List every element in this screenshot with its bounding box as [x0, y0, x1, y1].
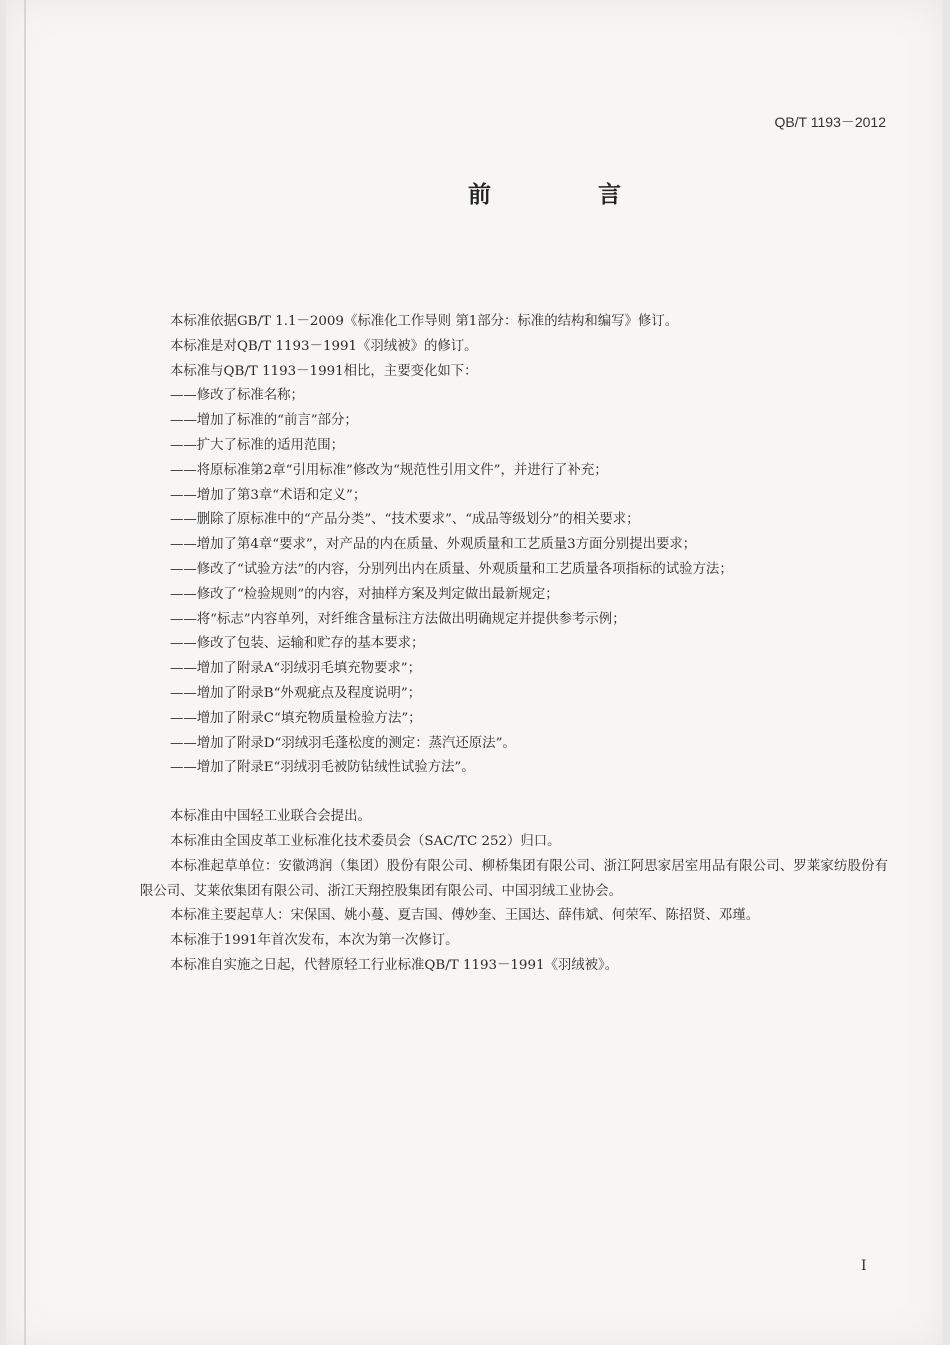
change-item: ——增加了附录B“外观疵点及程度说明”；	[170, 685, 422, 701]
change-item: ——将“标志”内容单列，对纤维含量标注方法做出明确规定并提供参考示例；	[170, 611, 626, 627]
change-item: ——修改了“试验方法”的内容，分别列出内在质量、外观质量和工艺质量各项指标的试验方法；	[170, 561, 733, 577]
replaces-note: 本标准自实施之日起，代替原轻工行业标准QB/T 1193－1991《羽绒被》。	[170, 957, 619, 973]
page-number: I	[861, 1258, 867, 1274]
change-item: ——增加了标准的“前言”部分；	[170, 413, 358, 429]
change-item: ——修改了标准名称；	[170, 388, 304, 404]
drafting-units: 本标准起草单位：安徽鸿润（集团）股份有限公司、柳桥集团有限公司、浙江阿思家居室用品有限公司、罗莱家纺股份有限公司、艾莱依集团有限公司、浙江天翔控股集团有限公司、中国羽绒工业协会。	[140, 858, 888, 899]
administered-by: 本标准由全国皮革工业标准化技术委员会（SAC/TC 252）归口。	[170, 833, 561, 849]
change-item: ——将原标准第2章“引用标准”修改为“规范性引用文件”，并进行了补充；	[170, 462, 608, 478]
intro-line: 本标准依据GB/T 1.1－2009《标准化工作导则 第1部分：标准的结构和编写》修订。	[170, 314, 679, 329]
page-title: 前 言	[468, 181, 663, 208]
change-item: ——删除了原标准中的“产品分类”、“技术要求”、“成品等级划分”的相关要求；	[170, 512, 640, 528]
intro-line: 本标准是对QB/T 1193－1991《羽绒被》的修订。	[170, 338, 478, 354]
change-item: ——增加了第4章“要求”，对产品的内在质量、外观质量和工艺质量3方面分别提出要求；	[170, 537, 697, 553]
proposed-by: 本标准由中国轻工业联合会提出。	[170, 809, 371, 825]
change-item: ——增加了附录C“填充物质量检验方法”；	[170, 710, 422, 726]
change-item: ——扩大了标准的适用范围；	[170, 437, 345, 453]
change-item: ——修改了包装、运输和贮存的基本要求；	[170, 636, 425, 652]
drafters: 本标准主要起草人：宋保国、姚小蔓、夏吉国、傅妙奎、王国达、薛伟斌、何荣军、陈招贤、邓瑾。	[170, 908, 760, 924]
document-page	[6, 0, 942, 1345]
change-item: ——增加了第3章“术语和定义”；	[170, 487, 367, 503]
page-edge-shadow	[24, 0, 26, 1345]
change-item: ——增加了附录D“羽绒羽毛蓬松度的测定：蒸汽还原法”。	[170, 735, 516, 751]
intro-line: 本标准与QB/T 1193－1991相比，主要变化如下：	[170, 363, 478, 379]
change-item: ——增加了附录E“羽绒羽毛被防钻绒性试验方法”。	[170, 760, 475, 776]
paragraph-gap	[140, 781, 888, 805]
standard-code: QB/T 1193－2012	[774, 114, 886, 130]
first-release: 本标准于1991年首次发布，本次为第一次修订。	[170, 933, 459, 949]
change-item: ——修改了“检验规则”的内容，对抽样方案及判定做出最新规定；	[170, 586, 559, 602]
foreword-body	[140, 310, 888, 979]
change-item: ——增加了附录A“羽绒羽毛填充物要求”；	[170, 661, 422, 677]
